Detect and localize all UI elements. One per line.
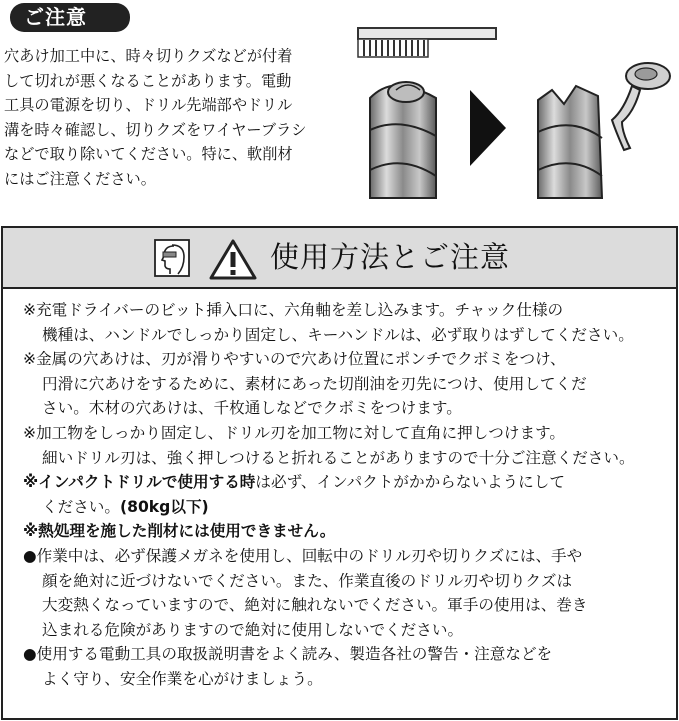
impact-drill-text: は必ず、インパクトがかからないようにして <box>255 473 565 492</box>
impact-drill-text-2: ください。 <box>42 497 120 516</box>
notice-line: 穴あけ加工中に、時々切りクズなどが付着 <box>4 47 293 65</box>
wire-brush-icon <box>358 28 496 57</box>
list-item: 大変熱くなっていますので、絶対に触れないでください。軍手の使用は、巻き <box>42 596 588 615</box>
list-item: ※加工物をしっかり固定し、ドリル刃を加工物に対して直角に押しつけます。 <box>23 423 566 442</box>
list-item: 顔を絶対に近づけないでください。また、作業直後のドリル刃や切りクズは <box>42 571 573 590</box>
notice-line: にはご注意ください。 <box>4 169 156 188</box>
notice-line: 溝を時々確認し、切りクズをワイヤーブラシ <box>4 120 307 139</box>
drill-cleaning-illustration <box>350 20 679 220</box>
list-item: ※熱処理を施した削材には使用できません。 <box>23 522 336 541</box>
list-item: ※金属の穴あけは、刃が滑りやすいので穴あけ位置にポンチでクボミをつけ、 <box>23 350 566 369</box>
warning-triangle-icon <box>209 238 257 280</box>
list-item: 細いドリル刃は、強く押しつけると折れることがありますので十分ご注意ください。 <box>42 448 635 467</box>
list-item: ●作業中は、必ず保護メガネを使用し、回転中のドリル刃や切りクズには、手や <box>23 546 583 565</box>
impact-drill-emphasis: ※インパクトドリルで使用する時 <box>23 473 256 492</box>
face-protection-icon <box>154 239 190 277</box>
list-item <box>23 495 673 520</box>
list-item: 円滑に穴あけをするために、素材にあった切削油を刃先につけ、使用してくだ <box>42 374 587 393</box>
notice-tag: ご注意 <box>10 3 130 32</box>
usage-header <box>3 228 676 289</box>
notice-line: して切れが悪くなることがあります。電動 <box>4 71 292 90</box>
list-item: さい。木材の穴あけは、千枚通しなどでクボミをつけます。 <box>42 399 462 418</box>
metal-chip-icon <box>612 63 670 150</box>
clean-drill-bit-icon <box>538 86 602 198</box>
notice-line: などで取り除いてください。特に、軟削材 <box>4 145 293 164</box>
arrow-right-icon <box>470 90 506 166</box>
list-item: 機種は、ハンドルでしっかり固定し、キーハンドルは、必ず取りはずしてください。 <box>42 325 634 344</box>
list-item: 込まれる危険がありますので絶対に使用しないでください。 <box>42 620 464 639</box>
drill-bit-with-chips-icon <box>370 82 436 198</box>
usage-title: 使用方法とご注意 <box>270 240 511 274</box>
list-item: ●使用する電動工具の取扱説明書をよく読み、製造各社の警告・注意などを <box>23 645 553 664</box>
list-item <box>23 470 673 495</box>
list-item: よく守り、安全作業を心がけましょう。 <box>42 669 323 688</box>
list-item: ※充電ドライバーのビット挿入口に、六角軸を差し込みます。チャック仕様の <box>23 301 564 319</box>
notice-text <box>4 44 334 192</box>
notice-line: 工具の電源を切り、ドリル先端部やドリル <box>4 96 293 115</box>
usage-box <box>1 226 678 720</box>
usage-list <box>23 298 673 692</box>
weight-limit: (80kg以下) <box>119 497 209 516</box>
